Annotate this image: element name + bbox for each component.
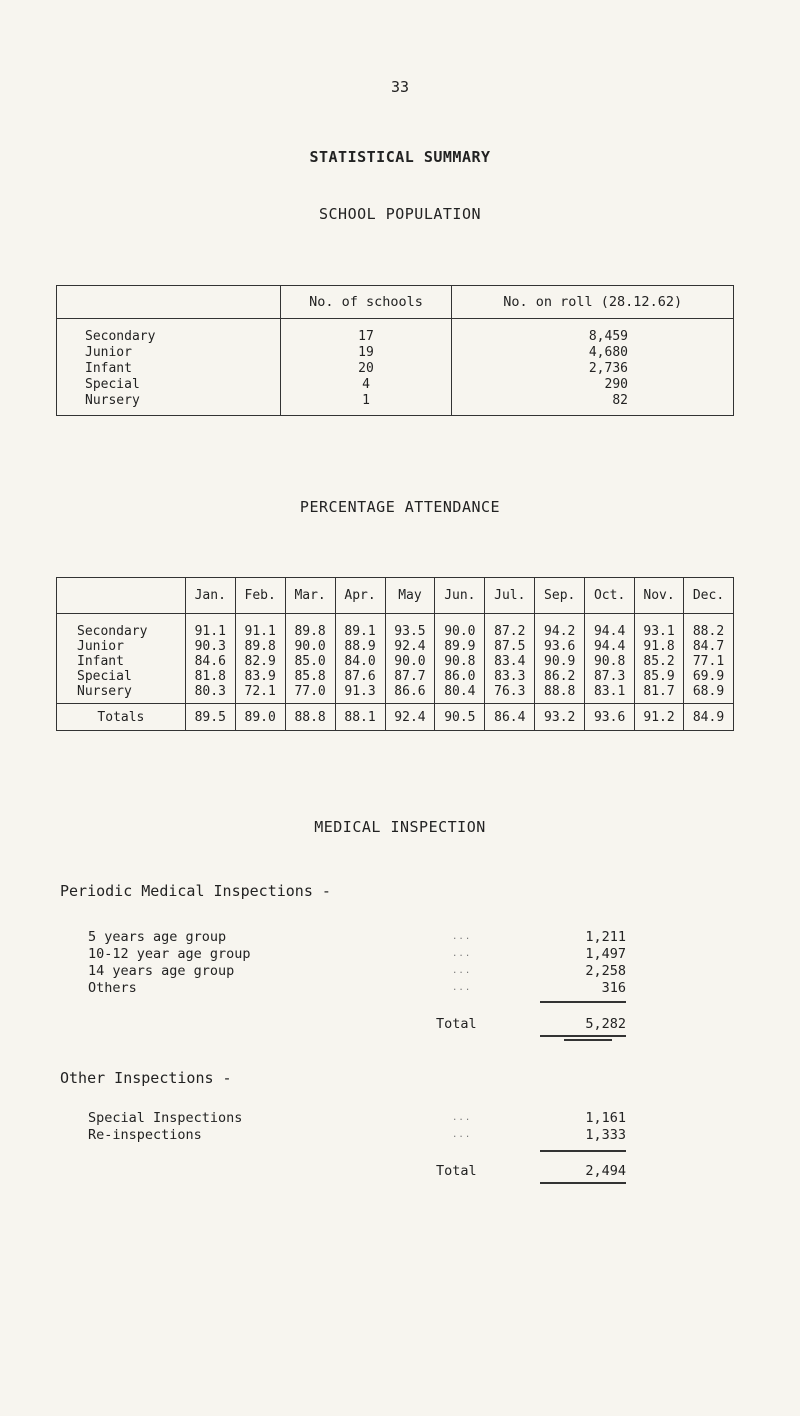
attendance-value: 86.6 [394, 684, 426, 699]
total-value: 91.2 [635, 704, 684, 731]
attendance-value: 91.3 [344, 684, 376, 699]
month-header: Sep. [535, 578, 585, 614]
other-value: 1,333 [585, 1127, 626, 1143]
school-type-label: Infant [85, 361, 132, 376]
roll-count: 2,736 [588, 361, 628, 376]
attendance-value: 91.8 [643, 639, 675, 654]
periodic-total-label: Total [436, 1016, 477, 1032]
attendance-value: 88.9 [344, 639, 376, 654]
other-total-label: Total [436, 1163, 477, 1179]
total-value: 92.4 [385, 704, 435, 731]
roll-count-column [452, 319, 734, 416]
attendance-table [56, 577, 734, 731]
total-underline-short [564, 1039, 612, 1041]
total-underline [540, 1035, 626, 1037]
sum-rule [540, 1001, 626, 1003]
total-underline [540, 1182, 626, 1184]
month-values-cell [335, 614, 385, 704]
leader-dots: ... [452, 1113, 472, 1123]
month-values-cell [435, 614, 485, 704]
attendance-value: 85.9 [643, 669, 675, 684]
school-type-label: Infant [77, 654, 124, 669]
blank-header-cell [57, 578, 186, 614]
school-type-label: Special [85, 377, 140, 392]
attendance-value: 80.3 [194, 684, 226, 699]
total-value: 93.6 [585, 704, 635, 731]
month-header: Nov. [635, 578, 684, 614]
month-header: Apr. [335, 578, 385, 614]
school-type-label: Junior [77, 639, 124, 654]
month-values-cell [585, 614, 635, 704]
attendance-value: 77.1 [692, 654, 725, 669]
attendance-value: 94.2 [544, 624, 576, 639]
attendance-value: 83.1 [593, 684, 626, 699]
total-value: 93.2 [535, 704, 585, 731]
periodic-total-value: 5,282 [585, 1016, 626, 1032]
attendance-value: 85.8 [294, 669, 326, 684]
attendance-value: 94.4 [593, 624, 626, 639]
col-schools-header: No. of schools [280, 286, 452, 319]
attendance-value: 90.0 [394, 654, 426, 669]
attendance-value: 68.9 [692, 684, 725, 699]
table-header-row [57, 286, 734, 319]
leader-dots: ... [452, 983, 472, 993]
attendance-value: 80.4 [444, 684, 476, 699]
attendance-value: 83.9 [244, 669, 276, 684]
roll-count: 8,459 [588, 329, 628, 344]
month-values-cell [185, 614, 235, 704]
attendance-value: 87.6 [344, 669, 376, 684]
month-values-cell [235, 614, 285, 704]
schools-count-column [280, 319, 452, 416]
periodic-heading: Periodic Medical Inspections - [60, 882, 331, 900]
total-value: 86.4 [485, 704, 535, 731]
periodic-value: 316 [601, 980, 626, 996]
totals-label: Totals [57, 704, 186, 731]
attendance-value: 77.0 [294, 684, 326, 699]
other-total-value: 2,494 [585, 1163, 626, 1179]
blank-header-cell [57, 286, 281, 319]
attendance-value: 86.2 [544, 669, 576, 684]
periodic-value: 1,497 [585, 946, 626, 962]
table-body-row [57, 319, 734, 416]
total-value: 88.1 [335, 704, 385, 731]
attendance-value: 90.8 [593, 654, 626, 669]
attendance-value: 93.1 [643, 624, 675, 639]
attendance-value: 84.0 [344, 654, 376, 669]
attendance-value: 94.4 [593, 639, 626, 654]
attendance-value: 90.9 [544, 654, 576, 669]
attendance-value: 85.2 [643, 654, 675, 669]
total-value: 84.9 [684, 704, 734, 731]
schools-count: 19 [358, 345, 374, 360]
other-label: Re-inspections [88, 1127, 202, 1143]
total-value: 88.8 [285, 704, 335, 731]
attendance-value: 88.2 [692, 624, 725, 639]
schools-count: 17 [358, 329, 374, 344]
attendance-value: 84.7 [692, 639, 725, 654]
month-header: Jan. [185, 578, 235, 614]
sum-rule [540, 1150, 626, 1152]
month-values-cell [635, 614, 684, 704]
attendance-value: 91.1 [244, 624, 276, 639]
attendance-value: 69.9 [692, 669, 725, 684]
periodic-label: 14 years age group [88, 963, 235, 979]
periodic-value: 1,211 [585, 929, 626, 945]
attendance-value: 82.9 [244, 654, 276, 669]
school-population-heading: SCHOOL POPULATION [318, 205, 482, 223]
total-value: 90.5 [435, 704, 485, 731]
leader-dots: ... [452, 966, 472, 976]
month-header: Oct. [585, 578, 635, 614]
attendance-value: 89.1 [344, 624, 376, 639]
month-header: Dec. [684, 578, 734, 614]
month-header: Jun. [435, 578, 485, 614]
roll-count: 4,680 [588, 345, 628, 360]
page-number: 33 [390, 78, 410, 96]
month-header: May [385, 578, 435, 614]
attendance-value: 89.8 [244, 639, 276, 654]
attendance-value: 84.6 [194, 654, 226, 669]
month-values-cell [385, 614, 435, 704]
leader-dots: ... [452, 1130, 472, 1140]
attendance-value: 90.3 [194, 639, 226, 654]
medical-heading: MEDICAL INSPECTION [314, 818, 486, 836]
other-value: 1,161 [585, 1110, 626, 1126]
schools-count: 4 [362, 377, 370, 392]
school-type-label: Special [77, 669, 132, 684]
other-label: Special Inspections [88, 1110, 243, 1126]
col-roll-header: No. on roll (28.12.62) [452, 286, 734, 319]
attendance-value: 72.1 [244, 684, 276, 699]
attendance-value: 90.0 [444, 624, 476, 639]
month-header: Feb. [235, 578, 285, 614]
page-title: STATISTICAL SUMMARY [309, 148, 491, 166]
table-header-row [57, 578, 734, 614]
attendance-value: 90.0 [294, 639, 326, 654]
school-type-label: Nursery [77, 684, 132, 699]
attendance-value: 87.3 [593, 669, 626, 684]
attendance-value: 90.8 [444, 654, 476, 669]
school-type-label: Junior [85, 345, 132, 360]
attendance-value: 88.8 [544, 684, 576, 699]
attendance-value: 91.1 [194, 624, 226, 639]
attendance-value: 92.4 [394, 639, 426, 654]
periodic-label: Others [88, 980, 137, 996]
attendance-value: 87.7 [394, 669, 426, 684]
month-values-cell [535, 614, 585, 704]
schools-count: 1 [362, 393, 370, 408]
other-heading: Other Inspections - [60, 1069, 232, 1087]
attendance-value: 89.8 [294, 624, 326, 639]
month-header: Mar. [285, 578, 335, 614]
attendance-value: 83.3 [494, 669, 526, 684]
school-type-column [57, 614, 186, 704]
periodic-label: 10-12 year age group [88, 946, 251, 962]
leader-dots: ... [452, 949, 472, 959]
attendance-value: 81.7 [643, 684, 675, 699]
school-population-table [56, 285, 734, 416]
month-header: Jul. [485, 578, 535, 614]
school-type-label: Secondary [85, 329, 156, 344]
attendance-value: 83.4 [494, 654, 526, 669]
month-values-cell [285, 614, 335, 704]
month-values-cell [684, 614, 734, 704]
schools-count: 20 [358, 361, 374, 376]
totals-row [57, 704, 734, 731]
attendance-value: 87.5 [494, 639, 526, 654]
attendance-value: 89.9 [444, 639, 476, 654]
total-value: 89.0 [235, 704, 285, 731]
attendance-value: 85.0 [294, 654, 326, 669]
roll-count: 82 [612, 393, 628, 408]
attendance-value: 87.2 [494, 624, 526, 639]
leader-dots: ... [452, 932, 472, 942]
attendance-heading: PERCENTAGE ATTENDANCE [299, 498, 501, 516]
roll-count: 290 [604, 377, 628, 392]
attendance-value: 93.5 [394, 624, 426, 639]
month-values-cell [485, 614, 535, 704]
school-type-label: Nursery [85, 393, 140, 408]
periodic-value: 2,258 [585, 963, 626, 979]
attendance-value: 93.6 [544, 639, 576, 654]
school-type-label: Secondary [77, 624, 148, 639]
school-type-column [57, 319, 281, 416]
periodic-label: 5 years age group [88, 929, 227, 945]
table-body-row [57, 614, 734, 704]
attendance-value: 76.3 [494, 684, 526, 699]
attendance-value: 86.0 [444, 669, 476, 684]
attendance-value: 81.8 [194, 669, 226, 684]
total-value: 89.5 [185, 704, 235, 731]
